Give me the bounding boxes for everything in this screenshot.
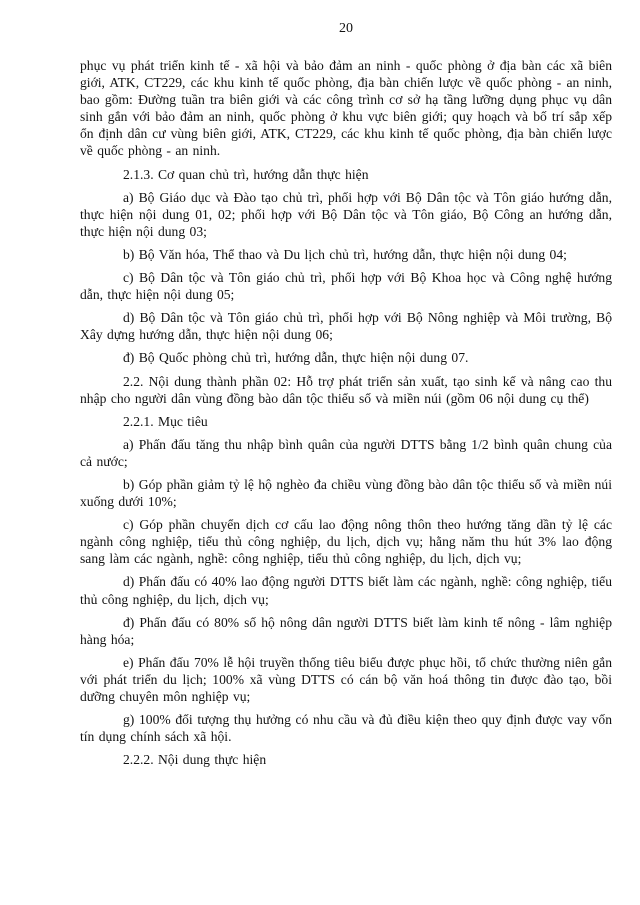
list-item-dd-agencies: đ) Bộ Quốc phòng chủ trì, hướng dẫn, thực hiện nội dung 07. xyxy=(123,350,469,366)
list-item-dd-targets: đ) Phấn đấu có 80% số hộ nông dân người DTTS biết làm kinh tế nông - lâm nghiệp hàng hóa; xyxy=(80,614,612,647)
document-body xyxy=(80,57,612,768)
page-number: 20 xyxy=(339,21,353,36)
list-item-d-agencies: d) Bộ Dân tộc và Tôn giáo chủ trì, phối hợp với Bộ Nông nghiệp và Môi trường, Bộ Xây dựng hướng dẫn, thực hiện nội dung 06; xyxy=(80,310,612,343)
list-item-d-targets: d) Phấn đấu có 40% lao động người DTTS biết làm các ngành, nghề: công nghiệp, tiểu thủ công nghiệp, du lịch, dịch vụ; xyxy=(80,574,612,607)
paragraph-continuation: phục vụ phát triển kinh tế - xã hội và bảo đảm an ninh - quốc phòng ở địa bàn các xã biên giới, ATK, CT229, các khu kinh tế quốc phòng, địa bàn chiến lược về quốc phòng - an ninh, bao gồm: Đường tuần tra biên giới và các công trình cơ sở hạ tầng lưỡng dụng phục vụ dân sinh gắn với bảo đảm an ninh, quốc phòng ở khu vực biên giới; quy hoạch và bố trí sắp xếp ổn định dân cư vùng biên giới, ATK, CT229, các khu kinh tế quốc phòng, địa bàn chiến lược về quốc phòng - an ninh. xyxy=(80,58,612,159)
section-heading-2-2-1: 2.2.1. Mục tiêu xyxy=(123,413,208,429)
list-item-a-agencies: a) Bộ Giáo dục và Đào tạo chủ trì, phối hợp với Bộ Dân tộc và Tôn giáo hướng dẫn, thực hiện nội dung 01, 02; phối hợp với Bộ Dân tộc và Tôn giáo, Bộ Công an hướng dẫn, thực hiện nội dung 03; xyxy=(80,189,612,239)
list-item-c-agencies: c) Bộ Dân tộc và Tôn giáo chủ trì, phối hợp với Bộ Khoa học và Công nghệ hướng dẫn, thực hiện nội dung 05; xyxy=(80,270,612,303)
section-heading-2-1-3: 2.1.3. Cơ quan chủ trì, hướng dẫn thực hiện xyxy=(123,166,369,182)
list-item-b-targets: b) Góp phần giảm tỷ lệ hộ nghèo đa chiều vùng đồng bào dân tộc thiểu số và miền núi xuống dưới 10%; xyxy=(80,476,612,510)
list-item-g-targets: g) 100% đối tượng thụ hưởng có nhu cầu và đủ điều kiện theo quy định được vay vốn tín dụng chính sách xã hội. xyxy=(80,712,612,745)
list-item-e-targets: e) Phấn đấu 70% lễ hội truyền thống tiêu biểu được phục hồi, tổ chức thường niên gắn với phát triển du lịch; 100% xã vùng DTTS có cán bộ văn hoá thông tin được đào tạo, bồi dưỡng chuyên môn nghiệp vụ; xyxy=(80,654,612,704)
section-heading-2-2-2: 2.2.2. Nội dung thực hiện xyxy=(123,752,267,768)
list-item-c-targets: c) Góp phần chuyển dịch cơ cấu lao động nông thôn theo hướng tăng dần tỷ lệ các ngành công nghiệp, tiểu thủ công nghiệp, du lịch, dịch vụ; hằng năm thu hút 3% lao động sang làm các ngành, nghề: công nghiệp, tiểu thủ công nghiệp, du lịch, dịch vụ; xyxy=(80,517,612,567)
list-item-a-targets: a) Phấn đấu tăng thu nhập bình quân của người DTTS bằng 1/2 bình quân chung của cả nước; xyxy=(80,436,612,469)
list-item-b-agencies: b) Bộ Văn hóa, Thể thao và Du lịch chủ trì, hướng dẫn, thực hiện nội dung 04; xyxy=(123,246,567,262)
section-heading-2-2: 2.2. Nội dung thành phần 02: Hỗ trợ phát triển sản xuất, tạo sinh kế và nâng cao thu nhập cho người dân vùng đồng bào dân tộc thiểu số và miền núi (gồm 06 nội dung cụ thể) xyxy=(80,373,612,406)
